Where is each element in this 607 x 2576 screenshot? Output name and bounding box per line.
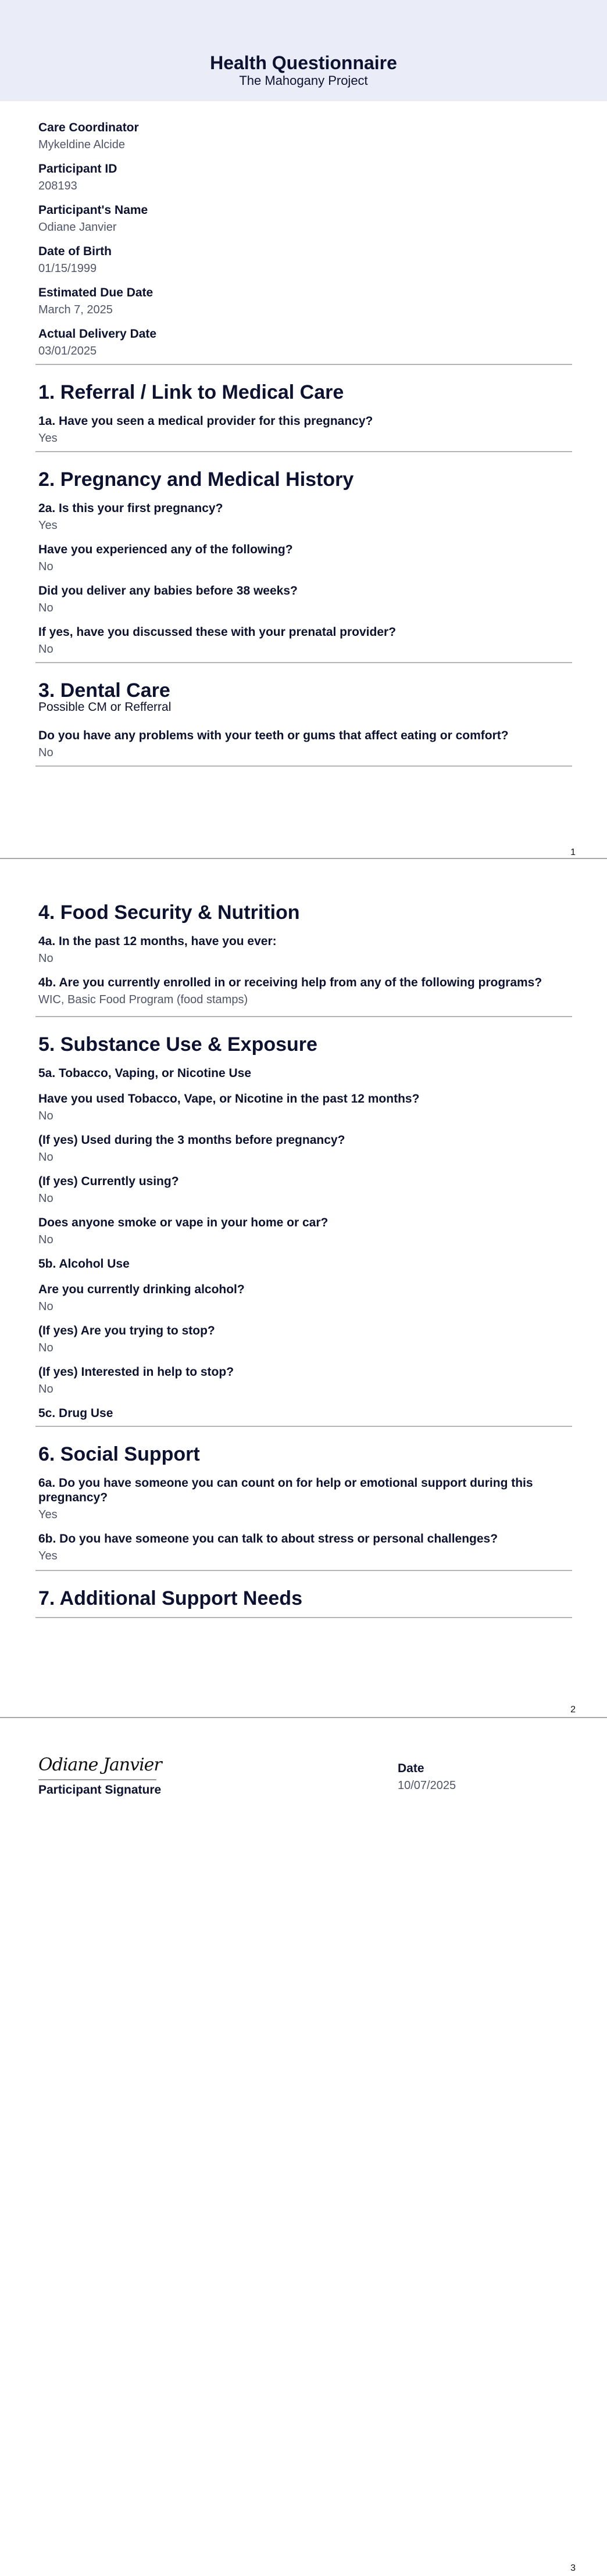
field-value: Odiane Janvier <box>38 221 117 234</box>
field-label: Date of Birth <box>38 245 112 258</box>
answer: No <box>38 602 53 614</box>
section-3-subtitle: Possible CM or Refferral <box>38 700 172 714</box>
divider <box>35 1617 572 1618</box>
question-label: Did you deliver any babies before 38 weeks? <box>38 584 298 598</box>
document-subtitle: The Mahogany Project <box>239 73 368 88</box>
field-value: 03/01/2025 <box>38 345 97 357</box>
answer: No <box>38 1300 53 1313</box>
answer: No <box>38 643 53 656</box>
question-label: 6b. Do you have someone you can talk to about stress or personal challenges? <box>38 1532 498 1545</box>
signature-label: Participant Signature <box>38 1783 162 1797</box>
question-label: 6a. Do you have someone you can count on for help or emotional support during this pregnancy? <box>38 1476 533 1504</box>
section-3-title: 3. Dental Care <box>38 679 170 702</box>
question-dental <box>35 728 572 760</box>
divider <box>35 451 572 452</box>
question-label: Does anyone smoke or vape in your home or car? <box>38 1216 329 1229</box>
field-label: Care Coordinator <box>38 121 139 134</box>
answer: No <box>38 1233 53 1246</box>
section-1-title: 1. Referral / Link to Medical Care <box>38 381 344 403</box>
field-value: 208193 <box>38 180 77 192</box>
question-alcohol-stop <box>35 1323 572 1355</box>
info-participant-name <box>35 203 572 235</box>
question-label: (If yes) Interested in help to stop? <box>38 1365 234 1379</box>
question-before-38-weeks <box>35 584 572 616</box>
page-number: 1 <box>570 847 576 857</box>
answer: No <box>38 952 53 965</box>
page-2 <box>0 858 607 1717</box>
field-value: Mykeldine Alcide <box>38 138 125 151</box>
date-value: 10/07/2025 <box>398 1779 456 1792</box>
page-number: 2 <box>570 1705 576 1715</box>
answer: No <box>38 1110 53 1122</box>
date-label: Date <box>398 1762 424 1775</box>
document-title: Health Questionnaire <box>210 52 397 73</box>
signature-date <box>398 1761 456 1793</box>
section-7-title: 7. Additional Support Needs <box>38 1587 302 1609</box>
field-label: Estimated Due Date <box>38 286 153 299</box>
answer: WIC, Basic Food Program (food stamps) <box>38 993 248 1006</box>
subsection-5b: 5b. Alcohol Use <box>38 1257 130 1271</box>
question-experienced <box>35 542 572 574</box>
subsection-5a: 5a. Tobacco, Vaping, or Nicotine Use <box>38 1067 252 1080</box>
answer: Yes <box>38 1550 58 1562</box>
question-label: Have you used Tobacco, Vape, or Nicotine in the past 12 months? <box>38 1092 420 1105</box>
question-label: Are you currently drinking alcohol? <box>38 1283 245 1296</box>
field-label: Actual Delivery Date <box>38 327 157 341</box>
question-4b <box>35 975 572 1007</box>
question-smoke-home <box>35 1215 572 1247</box>
page-3 <box>0 1718 607 2576</box>
info-estimated-due-date <box>35 285 572 317</box>
divider <box>35 1570 572 1571</box>
answer: No <box>38 1383 53 1396</box>
subsection-5c: 5c. Drug Use <box>38 1407 113 1420</box>
question-label: (If yes) Currently using? <box>38 1175 179 1188</box>
divider <box>35 765 572 767</box>
question-label: 1a. Have you seen a medical provider for this pregnancy? <box>38 414 373 428</box>
field-label: Participant's Name <box>38 203 148 217</box>
question-label: 4b. Are you currently enrolled in or receiving help from any of the following programs? <box>38 976 542 989</box>
question-label: Have you experienced any of the following? <box>38 543 293 556</box>
info-actual-delivery-date <box>35 327 572 359</box>
divider <box>35 662 572 663</box>
question-alcohol-help <box>35 1365 572 1397</box>
answer: No <box>38 1192 53 1205</box>
page-1 <box>0 0 607 858</box>
question-label: Do you have any problems with your teeth or gums that affect eating or comfort? <box>38 729 509 742</box>
question-tobacco-currently <box>35 1174 572 1206</box>
field-label: Participant ID <box>38 162 117 176</box>
question-tobacco-12-months <box>35 1092 572 1124</box>
participant-signature-image: Odiane Janvier <box>38 1755 162 1775</box>
divider <box>35 364 572 365</box>
signature-block <box>38 1754 162 1797</box>
section-5-title: 5. Substance Use & Exposure <box>38 1033 317 1056</box>
question-tobacco-before-pregnancy <box>35 1133 572 1165</box>
field-value: March 7, 2025 <box>38 303 113 316</box>
question-discussed-provider <box>35 625 572 657</box>
divider <box>35 1016 572 1017</box>
info-date-of-birth <box>35 244 572 276</box>
page-number: 3 <box>570 2563 576 2573</box>
answer: No <box>38 1151 53 1164</box>
divider <box>35 1426 572 1427</box>
question-label: (If yes) Used during the 3 months before pregnancy? <box>38 1133 345 1147</box>
section-2-title: 2. Pregnancy and Medical History <box>38 468 354 491</box>
question-alcohol-current <box>35 1282 572 1314</box>
question-label: 2a. Is this your first pregnancy? <box>38 502 223 515</box>
question-label: If yes, have you discussed these with your prenatal provider? <box>38 625 397 639</box>
signature-line <box>38 1779 156 1780</box>
question-label: 4a. In the past 12 months, have you ever: <box>38 935 277 948</box>
question-1a <box>35 414 572 446</box>
answer: Yes <box>38 1508 58 1521</box>
answer: No <box>38 746 53 759</box>
document-header <box>0 0 607 101</box>
answer: No <box>38 1341 53 1354</box>
info-care-coordinator <box>35 120 572 152</box>
answer: Yes <box>38 519 58 532</box>
section-4-title: 4. Food Security & Nutrition <box>38 901 300 924</box>
answer: No <box>38 560 53 573</box>
question-label: (If yes) Are you trying to stop? <box>38 1324 215 1337</box>
answer: Yes <box>38 432 58 445</box>
question-4a <box>35 934 572 966</box>
question-2a <box>35 501 572 533</box>
question-6b <box>35 1532 572 1564</box>
section-6-title: 6. Social Support <box>38 1443 200 1465</box>
field-value: 01/15/1999 <box>38 262 97 275</box>
info-participant-id <box>35 162 572 194</box>
question-6a <box>35 1476 572 1522</box>
